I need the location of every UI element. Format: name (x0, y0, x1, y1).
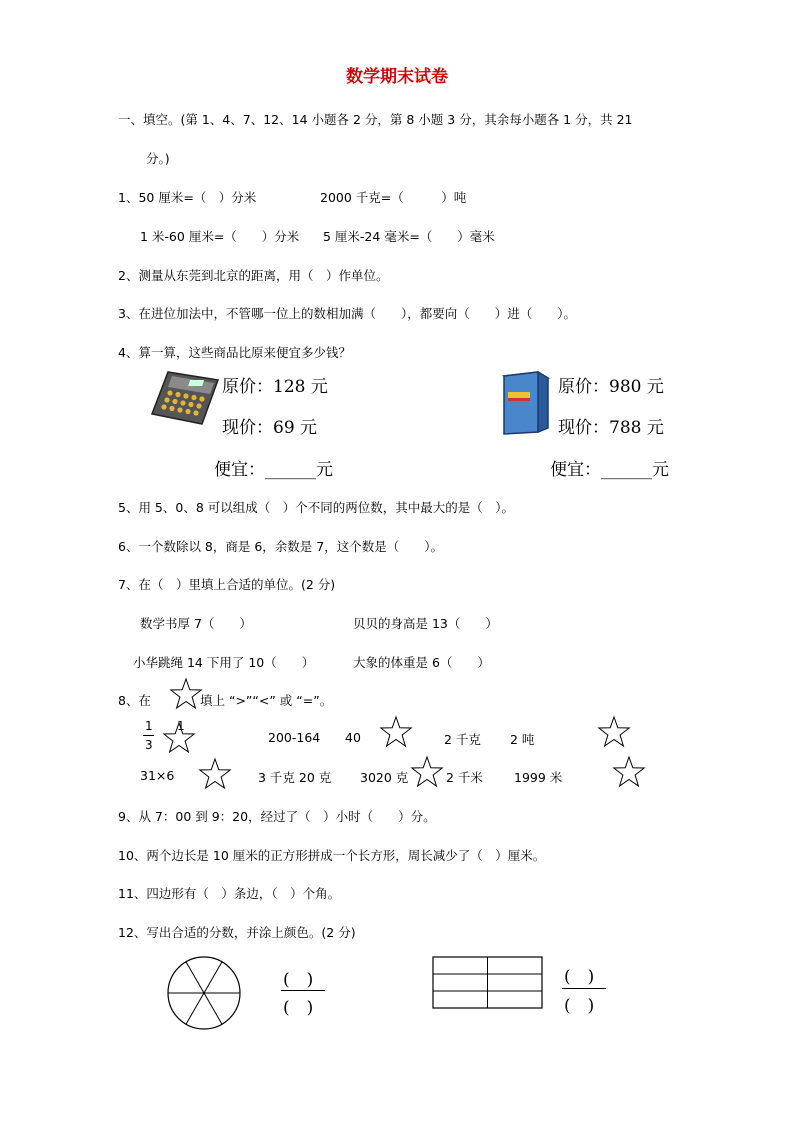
q2: 2、测量从东莞到北京的距离，用（ ）作单位。 (118, 268, 389, 283)
q3: 3、在进位加法中，不管哪一位上的数相加满（ ），都要向（ ）进（ ）。 (118, 306, 576, 321)
q8-r2d: 2 千米 (446, 770, 483, 785)
item1-discount: 便宜：______元 (214, 460, 333, 480)
q8-r2a: 31×6 (140, 768, 175, 783)
section-header-cont: 分。) (146, 151, 170, 166)
fraction-bar (143, 735, 154, 736)
q6: 6、一个数除以 8，商是 6，余数是 7，这个数是（ ）。 (118, 539, 443, 554)
q7-c: 小华跳绳 14 下用了 10（ ） (133, 655, 315, 670)
q7-a: 数学书厚 7（ ） (140, 616, 252, 631)
star-icon (597, 716, 631, 750)
fraction-blank-numerator[interactable]: ( ) (564, 967, 595, 987)
fraction-line (281, 990, 325, 991)
item2-current-price: 现价：788 元 (558, 418, 664, 438)
star-icon (169, 678, 203, 712)
q8-r2b: 3 千克 20 克 (258, 770, 332, 785)
q8-r1e: 2 吨 (510, 732, 535, 747)
q8-r1d: 2 千克 (444, 732, 481, 747)
q4-label: 4、算一算，这些商品比原来便宜多少钱？ (118, 345, 351, 360)
q1-d: 5 厘米-24 毫米=（ ）毫米 (323, 229, 495, 244)
q12-label: 12、写出合适的分数，并涂上颜色。(2 分) (118, 925, 356, 940)
star-icon (198, 758, 232, 792)
q1-a: 1、50 厘米=（ ）分米 (118, 190, 257, 205)
page-title: 数学期末试卷 (346, 67, 448, 87)
calculator-icon (150, 368, 220, 426)
item1-original-price: 原价：128 元 (222, 377, 328, 397)
fraction-line (562, 988, 606, 989)
q8-r2c: 3020 克 (360, 770, 409, 785)
q9: 9、从 7：00 到 9：20，经过了（ ）小时（ ）分。 (118, 809, 436, 824)
q8-label-pre: 8、在 (118, 693, 151, 708)
star-icon (410, 756, 444, 790)
box-icon (500, 366, 550, 436)
q1-c: 1 米-60 厘米=（ ）分米 (140, 229, 300, 244)
item2-discount: 便宜：______元 (550, 460, 669, 480)
section-header: 一、填空。(第 1、4、7、12、14 小题各 2 分，第 8 小题 3 分，其余每小题各 1 分，共 21 (118, 112, 633, 127)
fraction-right: 1 (177, 719, 185, 733)
q8-label-post: 填上 “>”“<” 或 “=”。 (200, 693, 333, 708)
item1-current-price: 现价：69 元 (222, 418, 318, 438)
fraction-denominator: 3 (145, 738, 153, 752)
star-icon (162, 722, 196, 756)
fraction-blank-numerator[interactable]: ( ) (283, 970, 314, 990)
fraction-numerator: 1 (145, 719, 153, 733)
circle-divided-6 (166, 955, 242, 1031)
fraction-blank-denominator[interactable]: ( ) (564, 996, 595, 1016)
q7-d: 大象的体重是 6（ ） (353, 655, 490, 670)
star-icon (379, 716, 413, 750)
q7-b: 贝贝的身高是 13（ ） (353, 616, 498, 631)
q7-label: 7、在（ ）里填上合适的单位。(2 分) (118, 577, 336, 592)
q8-r2e: 1999 米 (514, 770, 563, 785)
q11: 11、四边形有（ ）条边，（ ）个角。 (118, 886, 341, 901)
rectangle-divided-6 (432, 956, 544, 1010)
star-icon (612, 756, 646, 790)
q8-r1b: 200-164 (268, 730, 321, 745)
q8-r1c: 40 (345, 730, 361, 745)
fraction-blank-denominator[interactable]: ( ) (283, 998, 314, 1018)
q5: 5、用 5、0、8 可以组成（ ）个不同的两位数，其中最大的是（ ）。 (118, 500, 515, 515)
q1-b: 2000 千克=（ ）吨 (320, 190, 467, 205)
item2-original-price: 原价：980 元 (558, 377, 664, 397)
q10: 10、两个边长是 10 厘米的正方形拼成一个长方形，周长减少了（ ）厘米。 (118, 848, 546, 863)
